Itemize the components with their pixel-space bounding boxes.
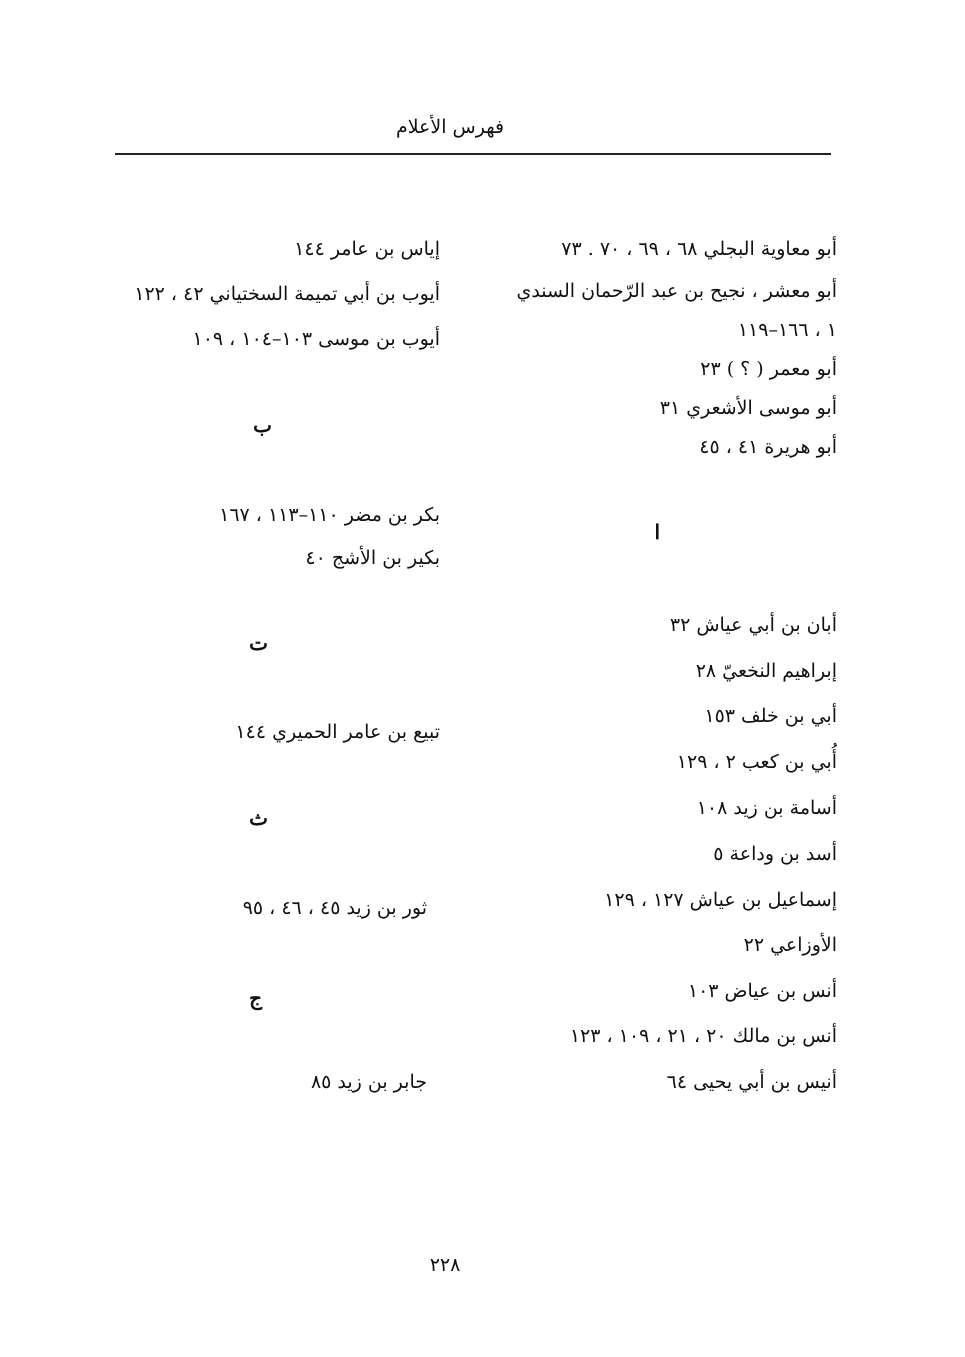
index-entry: إسماعيل بن عياش ١٢٧ ، ١٢٩ — [604, 889, 837, 911]
index-entry: بكر بن مضر ١١٠–١١٣ ، ١٦٧ — [219, 504, 440, 526]
index-entry: أبو معاوية البجلي ٦٨ ، ٦٩ ، ٧٠ . ٧٣ — [561, 238, 837, 260]
page-number: ٢٢٨ — [429, 1254, 461, 1276]
section-letter-ba: ب — [253, 413, 272, 437]
index-entry: أنس بن مالك ٢٠ ، ٢١ ، ١٠٩ ، ١٢٣ — [569, 1025, 837, 1047]
header-rule — [115, 153, 831, 155]
index-entry: أنس بن عياض ١٠٣ — [687, 980, 837, 1002]
index-entry: أنيس بن أبي يحيى ٦٤ — [666, 1071, 837, 1093]
index-entry: ثور بن زيد ٤٥ ، ٤٦ ، ٩٥ — [242, 897, 427, 919]
index-entry: أبو معمر ( ؟ ) ٢٣ — [700, 358, 837, 380]
section-letter-alif: ا — [654, 520, 660, 544]
index-entry: أيوب بن أبي تميمة السختياني ٤٢ ، ١٢٢ — [134, 283, 440, 305]
index-entry: الأوزاعي ٢٢ — [743, 934, 837, 956]
index-entry: ١ ، ١٦٦–١١٩ — [737, 319, 837, 341]
index-entry: أسامة بن زيد ١٠٨ — [696, 797, 837, 819]
index-entry: إبراهيم النخعيّ ٢٨ — [695, 660, 837, 682]
index-entry: أبو هريرة ٤١ ، ٤٥ — [699, 436, 837, 458]
index-entry: أبو معشر ، نجيح بن عبد الرّحمان السندي — [516, 280, 837, 302]
index-entry: أُبي بن كعب ٢ ، ١٢٩ — [676, 751, 837, 773]
index-entry: أسد بن وداعة ٥ — [713, 843, 837, 865]
page-header-title: فهرس الأعلام — [395, 116, 505, 138]
index-entry: أبان بن أبي عياش ٣٢ — [669, 614, 837, 636]
section-letter-tha: ث — [249, 806, 268, 830]
index-entry: أبو موسى الأشعري ٣١ — [659, 397, 837, 419]
index-entry: أبي بن خلف ١٥٣ — [704, 705, 837, 727]
index-entry: إياس بن عامر ١٤٤ — [294, 238, 440, 260]
index-entry: أيوب بن موسى ١٠٣–١٠٤ ، ١٠٩ — [192, 328, 440, 350]
index-entry: بكير بن الأشج ٤٠ — [305, 547, 440, 569]
index-entry: تبيع بن عامر الحميري ١٤٤ — [235, 721, 440, 743]
index-entry: جابر بن زيد ٨٥ — [310, 1071, 427, 1093]
section-letter-ta: ت — [249, 631, 268, 655]
section-letter-jim: ج — [249, 986, 262, 1010]
